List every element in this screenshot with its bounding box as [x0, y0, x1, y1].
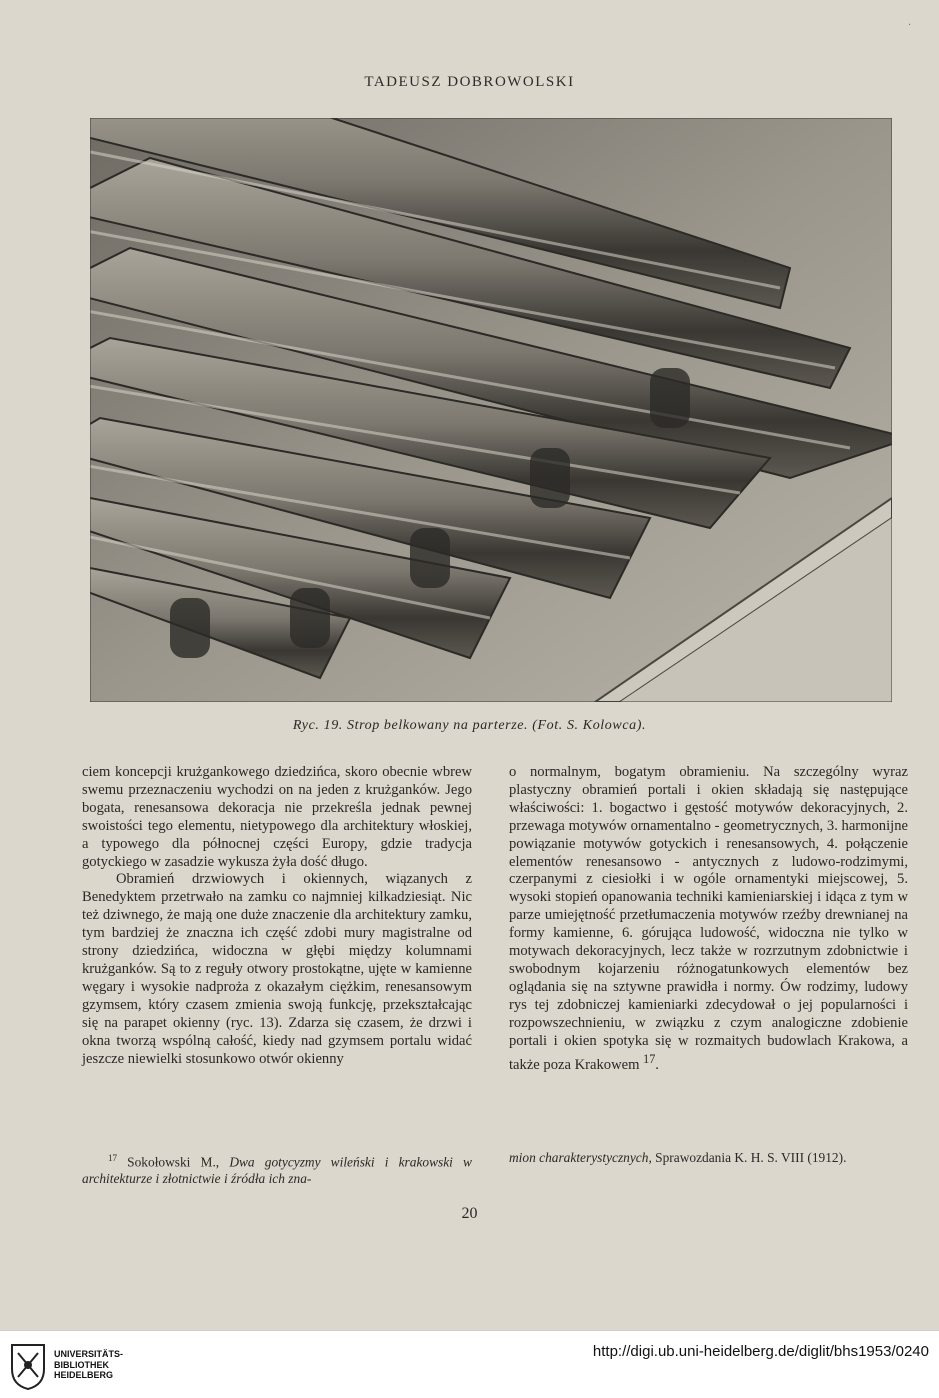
paragraph: Obramień drzwiowych i okiennych, wiązanych z Benedyktem przetrwało na zamku co najmniej kilkadziesiąt. Nic też dziwnego, że mają one duże znaczenie dla architektury zamku, tym bardziej że znaczna ich część zdobi mury magistralne od strony dziedzińca, widoczna w głębi między kolumnami krużganków. Są to z reguły otwory prostokątne, ujęte w kamienne węgary i wysokie nadproża z okazałym ciężkim, renesansowym gzymsem, który czasem zmienia swoją funkcję, przekształcając się na parapet okienny (ryc. 13). Zdarza się czasem, że drzwi i okna tworzą wspólną całość, kiedy nad gzymsem portalu widać jeszcze niewielki stosunkowo otwór okienny — [82, 871, 472, 1067]
running-header: TADEUSZ DOBROWOLSKI — [364, 74, 575, 90]
left-column — [82, 764, 472, 1068]
footnote-author: Sokołowski M., — [127, 1154, 220, 1170]
footnote-right — [509, 1150, 908, 1167]
ceiling-photo — [90, 118, 892, 702]
scan-mark: · — [908, 20, 912, 31]
library-name: UNIVERSITÄTS- BIBLIOTHEK HEIDELBERG — [54, 1349, 124, 1380]
page-number: 20 — [461, 1205, 478, 1222]
paragraph-text: o normalnym, bogatym obramieniu. Na szczególny wyraz plastyczny obramień portali i okien składają się następujące właściwości: 1. bogactwo i gęstość motywów dekoracyjnych, 2. przewaga motywów ornamentalno - geometrycznych, 3. harmonijne powiązanie motywów gotyckich i renesansowych, 4. połączenie elementów renesansowo - antycznych z ludowo-rodzimymi, czerpanymi z ciesiołki i w ogóle ornamentyki miejscowej, 5. wysoki stopień opanowania techniki kamieniarskiej i idąca z tym w parze umiejętność przetłumaczenia motywów rzeźby drewnianej na formy kamienne, 6. górująca ludowość, widoczna nie tylko w motywach dekoracyjnych, lecz także w rozrzutnym zdobnictwie i swobodnym kojarzeniu różnogatunkowych elementów bez oglądania się na sztywne prawidła i normy. Ów rodzimy, ludowy rys tej zdobniczej kamieniarki zdecydował o jej popularności i rozpowszechnieniu, w związku z czym analogiczne zdobienie portali i okien spotyka się w rozmaitych budowlach Krakowa, a także poza Krakowem — [509, 764, 908, 1073]
footnote-title: Dwa gotycyzmy wileński i krakowski w architekturze i złotnictwie i źródła ich zna- — [82, 1154, 472, 1186]
permalink-url[interactable]: http://digi.ub.uni-heidelberg.de/diglit/bhs1953/0240 — [592, 1343, 929, 1360]
beamed-ceiling-image — [90, 118, 892, 702]
right-column — [509, 764, 908, 1074]
paragraph: ciem koncepcji krużgankowego dziedzińca, skoro obecnie wbrew swemu przeznaczeniu wychodzi on na jeden z krużganków. Jego bogata, renesansowa dekoracja nie przekreśla jednak pewnej swoistości tego elementu, nietypowego dla architektury włoskiej, a typowego dla północnej części Europy, gdzie tradycja gotyckiego w zasadzie wykusza żyła dość długo. — [82, 764, 472, 870]
figure-caption: Ryc. 19. Strop belkowany na parterze. (Fot. S. Kolowca). — [292, 718, 647, 733]
footnote-source: Sprawozdania K. H. S. VIII (1912). — [655, 1150, 847, 1165]
university-seal-icon — [8, 1339, 48, 1391]
footnote-title-cont: mion charakterystycznych, — [509, 1150, 652, 1165]
footnote-left — [82, 1150, 472, 1187]
viewer-footer — [0, 1330, 939, 1398]
paragraph: o normalnym, bogatym obramieniu. Na szczególny wyraz plastyczny obramień portali i okien składają się następujące właściwości: 1. bogactwo i gęstość motywów dekoracyjnych, 2. przewaga motywów ornamentalno - geometrycznych, 3. harmonijne powiązanie motywów gotyckich i renesansowych, 4. połączenie elementów renesansowo - antycznych z ludowo-rodzimymi, czerpanymi z ciesiołki i w ogóle ornamentyki miejscowej, 5. wysoki stopień opanowania techniki kamieniarskiej i idąca z tym w parze umiejętność przetłumaczenia motywów rzeźby drewnianej na formy kamienne, 6. górująca ludowość, widoczna nie tylko w motywach dekoracyjnych, lecz także w rozrzutnym zdobnictwie i swobodnym kojarzeniu różnogatunkowych elementów bez oglądania się na sztywne prawidła i normy. Ów rodzimy, ludowy rys tej zdobniczej kamieniarki zdecydował o jej popularności i rozpowszechnieniu, w związku z czym analogiczne zdobienie portali i okien spotyka się w rozmaitych budowlach Krakowa, a także poza Krakowem $^{17}$. — [509, 764, 908, 1073]
footnote-reference: 17 — [643, 1051, 656, 1066]
footnote-number: 17 — [108, 1153, 117, 1163]
